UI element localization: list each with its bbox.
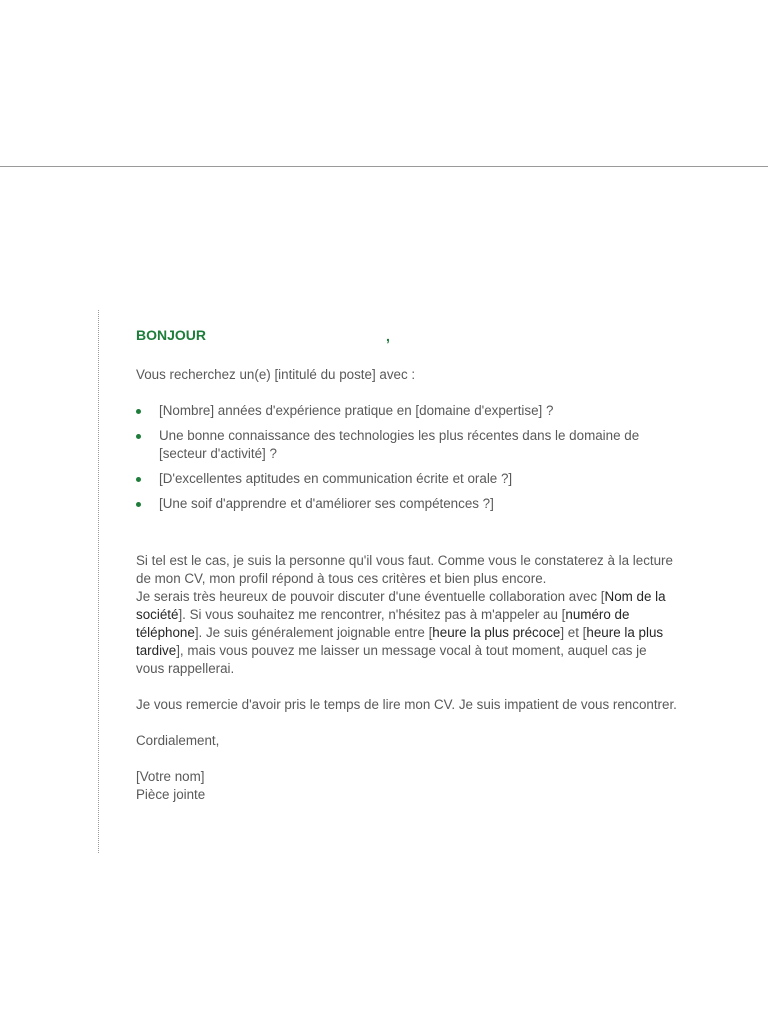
- bullet-icon: [136, 477, 141, 482]
- list-item[interactable]: [136, 495, 678, 513]
- list-item-text: [Nombre] années d'expérience pratique en [domaine d'expertise] ?: [159, 403, 554, 418]
- list-item[interactable]: [136, 470, 678, 488]
- list-item[interactable]: [136, 402, 678, 420]
- company-placeholder[interactable]: Nom de la société: [136, 589, 666, 622]
- cover-letter: [136, 326, 678, 804]
- greeting-comma: ,: [386, 328, 390, 344]
- paragraph-contact[interactable]: [136, 588, 678, 678]
- greeting-text[interactable]: BONJOUR: [136, 327, 207, 343]
- header-divider: [0, 166, 768, 167]
- contact-text-2: ]. Si vous souhaitez me rencontrer, n'hésitez pas à m'appeler au [: [178, 607, 566, 622]
- phone-placeholder[interactable]: numéro de téléphone: [136, 607, 630, 640]
- requirements-list: [136, 402, 678, 513]
- list-item-text: Une bonne connaissance des technologies les plus récentes dans le domaine de [secteur d'activité] ?: [159, 428, 640, 461]
- closing[interactable]: Cordialement,: [136, 733, 220, 748]
- contact-text-4: ] et [: [560, 625, 587, 640]
- latest-time-placeholder[interactable]: heure la plus tardive: [136, 625, 664, 658]
- bullet-icon: [136, 502, 141, 507]
- list-item[interactable]: [136, 427, 678, 463]
- bullet-icon: [136, 434, 141, 439]
- signature-name[interactable]: [Votre nom]: [136, 769, 205, 784]
- contact-text-5: ], mais vous pouvez me laisser un message vocal à tout moment, auquel cas je vous rappellerai.: [136, 643, 647, 676]
- contact-text-3: ]. Je suis généralement joignable entre [: [194, 625, 433, 640]
- bullet-icon: [136, 409, 141, 414]
- paragraph-fit[interactable]: Si tel est le cas, je suis la personne qu'il vous faut. Comme vous le constaterez à la lecture de mon CV, mon profil répond à tous ces critères et bien plus encore.: [136, 553, 673, 586]
- intro-line[interactable]: Vous recherchez un(e) [intitulé du poste] avec :: [136, 367, 416, 382]
- list-item-text: [D'excellentes aptitudes en communication écrite et orale ?]: [159, 471, 513, 486]
- paragraph-thanks[interactable]: Je vous remercie d'avoir pris le temps de lire mon CV. Je suis impatient de vous rencontrer.: [136, 697, 677, 712]
- list-item-text: [Une soif d'apprendre et d'améliorer ses compétences ?]: [159, 496, 494, 511]
- salutation: [136, 326, 678, 346]
- sidebar-dotted-rule: [98, 310, 99, 853]
- contact-text-1: Je serais très heureux de pouvoir discuter d'une éventuelle collaboration avec [: [136, 589, 605, 604]
- attachment-note[interactable]: Pièce jointe: [136, 787, 206, 802]
- earliest-time-placeholder[interactable]: heure la plus précoce: [432, 625, 561, 640]
